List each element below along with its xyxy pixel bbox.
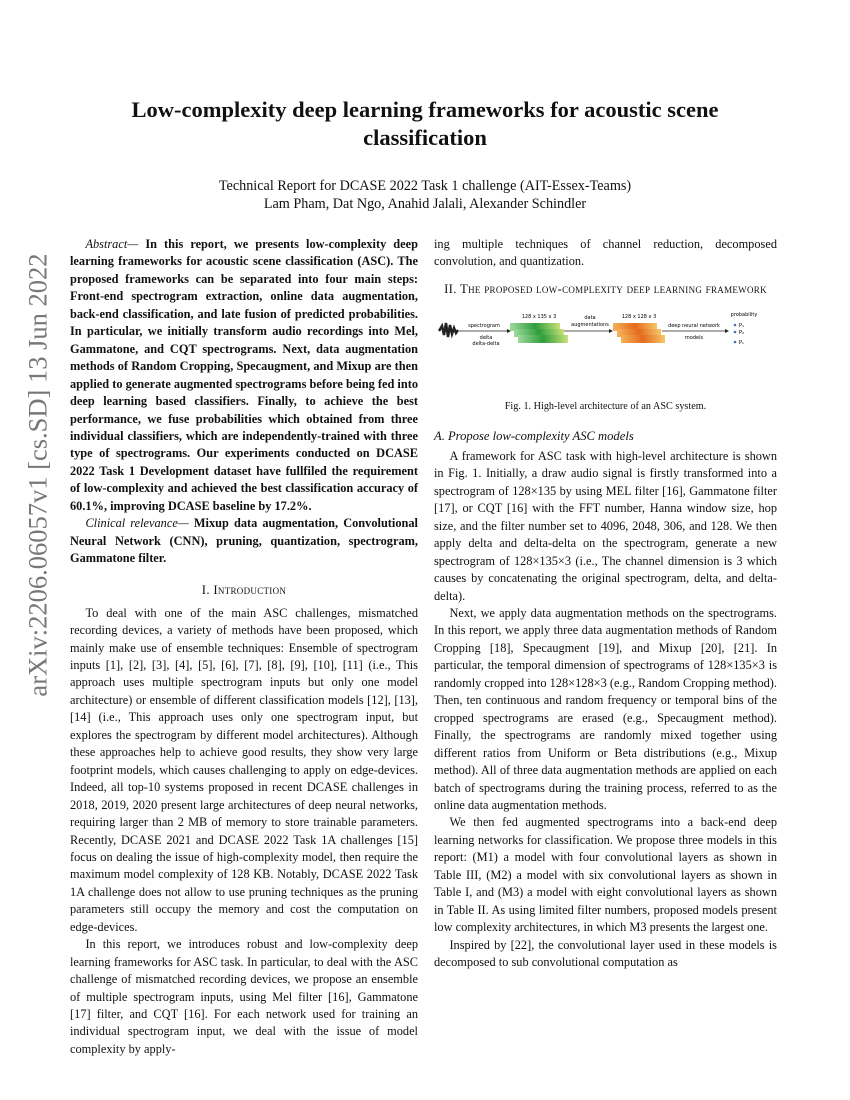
paragraph: To deal with one of the main ASC challenges, mismatched recording devices, a variety of methods have been proposed, which mainly make use of ensemble techniques: Ensemble of spectrogram inputs [1], [2], [3], [4], [5], [6], [7], [8], [9], [10], [11] (i.e., This approach uses multiple spectrogram inputs but only one model architecture) or ensemble of different classification models [12], [13], [14] (i.e., This approach uses only one spectrogram input, but explores the spectrogram by different model architectures). Although these approaches help to achieve good results, they show very large footprint models, which causes challenging to apply on edge-devices. Indeed, all top-10 systems proposed in recent DCASE challenges in 2018, 2019, 2020 present large architectures of deep neural networks, requiring larger than 2 MB of memory to store trainable parameters. Recently, DCASE 2021 and DCASE 2022 Task 1A challenges [15] focus on dealing the issue of high-complexity model, then require the maximum model complexity of 128 KB. Notably, DCASE 2022 Task 1A challenge does not allow to use pruning techniques as the pruning parameters still occupy the memory and cost the computation on edge-devices. <box>70 605 418 934</box>
label-data: data <box>584 314 596 321</box>
keywords-text: Mixup data augmentation, Convolutional Neural Network (CNN), pruning, quantization, spectrogram, Gammatone filter. <box>70 516 418 566</box>
label-p1: P₁ <box>739 322 745 329</box>
spectrogram-stack-2 <box>613 323 665 343</box>
keywords-label: Clinical relevance— <box>85 516 189 531</box>
paragraph: We then fed augmented spectrograms into a back-end deep learning networks for classification. We propose three models in this report: (M1) a model with four convolutional layers as shown in Table III, (M2) a model with six convolutional layers as shown in Table I, and (M3) a model with eight convolutional layers as shown in Table II. As using limited filter numbers, proposed models present low complexity architectures, in which M3 presents the largest one. <box>434 815 777 935</box>
keywords <box>70 515 418 567</box>
label-dnn: deep neural network <box>668 322 720 329</box>
subsection-heading: A. Propose low-complexity ASC models <box>434 428 634 443</box>
label-shape-2: 128 x 128 x 3 <box>621 313 657 320</box>
right-column <box>434 236 777 972</box>
label-augmentations: augmentations <box>571 321 609 328</box>
figure-caption: Fig. 1. High-level architecture of an ASC system. <box>504 400 707 412</box>
abstract-label: Abstract— <box>85 237 139 251</box>
paragraph: Inspired by [22], the convolutional layer used in these models is decomposed to sub convolutional computation as <box>434 937 777 970</box>
section-heading-introduction: I. Introduction <box>201 582 287 597</box>
label-delta: delta <box>479 334 493 341</box>
section-heading-framework: II. The proposed low-complexity deep learning framework <box>444 281 767 296</box>
paragraph-continuation: ing multiple techniques of channel reduction, decomposed convolution, and quantization. <box>434 237 777 269</box>
waveform-icon <box>439 323 458 337</box>
label-spectrogram: spectrogram <box>468 322 500 329</box>
label-pc: Pₙ <box>739 339 745 346</box>
abstract <box>70 236 418 515</box>
figure-architecture <box>434 304 777 376</box>
left-column <box>70 236 418 1058</box>
label-probability: probability <box>730 311 758 318</box>
arxiv-watermark: arXiv:2206.06057v1 [cs.SD] 13 Jun 2022 <box>22 253 53 697</box>
architecture-diagram <box>434 304 777 376</box>
paragraph: A framework for ASC task with high-level architecture is shown in Fig. 1. Initially, a draw audio signal is firstly transformed into a spectrogram of 128×135 by using MEL filter [16], Gammatone filter [17], or CQT [16] with the FFT number, Hanna window size, hop size, and the filter number set to 4096, 2048, 306, and 128. We then apply delta and delta-delta on the spectrogram, generate a new spectrogram of 128×135×3 (i.e., The channel dimension is 3 which causes by concatenating the original spectrogram, delta, and delta-delta). <box>434 448 777 603</box>
paragraph: Next, we apply data augmentation methods on the spectrograms. In this report, we apply three data augmentation methods of Random Cropping [18], Specaugment [19], and Mixup [20], [21]. In particular, the temporal dimension of spectrograms of 128×135×3 is randomly cropped into 128×128×3 (e.g., Random Cropping method). Then, ten continuous and random frequency or temporal bins of the cropped spectrograms are erased (e.g., Specaugment method). Finally, the spectrograms are randomly mixed together using different ratios from Uniform or Beta distributions (e.g., Mixup method). All of three data augmentation methods are applied on each batch of spectrograms during the training process, referred to as the online data augmentation methods. <box>434 605 777 812</box>
label-models: models <box>684 334 704 341</box>
report-line: Technical Report for DCASE 2022 Task 1 challenge (AIT-Essex-Teams) <box>218 178 632 194</box>
paper-title: Low-complexity deep learning frameworks for acoustic scene classification <box>131 97 719 150</box>
label-p2: P₂ <box>739 329 745 336</box>
paper-subtitle <box>100 177 750 213</box>
spectrogram-stack-1 <box>510 323 568 343</box>
paragraph: In this report, we introduces robust and low-complexity deep learning frameworks for ASC task. In particular, to deal with the ASC challenge of mismatched recording devices, we propose an ensemble of multiple spectrogram inputs, using Mel filter [16], Gammatone [17] filter, and CQT [16]. For each network used for training an individual spectrogram input, we deal with the issue of model complexity by apply- <box>70 937 418 1056</box>
label-delta-delta: delta-delta <box>472 340 500 347</box>
authors: Lam Pham, Dat Ngo, Anahid Jalali, Alexander Schindler <box>263 196 587 212</box>
abstract-text: In this report, we presents low-complexity deep learning frameworks for acoustic scene classification (ASC). The proposed frameworks can be separated into four main steps: Front-end spectrogram extraction, online data augmentation, back-end classification, and late fusion of predicted probabilities. In particular, we initially transform audio recordings into Mel, Gammatone, and CQT spectrograms. Next, data augmentation methods of Random Cropping, Specaugment, and Mixup are then applied to generate augmented spectrograms before being fed into deep learning based classifiers. Finally, to achieve the best performance, we fuse probabilities which obtained from three individual classifiers, which are independently-trained with three type of spectrograms. Our experiments conducted on DCASE 2022 Task 1 Development dataset have fullfiled the requirement of low-complexity and achieved the best classification accuracy of 60.1%, improving DCASE baseline by 17.2%. <box>70 237 418 513</box>
label-shape-1: 128 x 135 x 3 <box>521 313 557 320</box>
